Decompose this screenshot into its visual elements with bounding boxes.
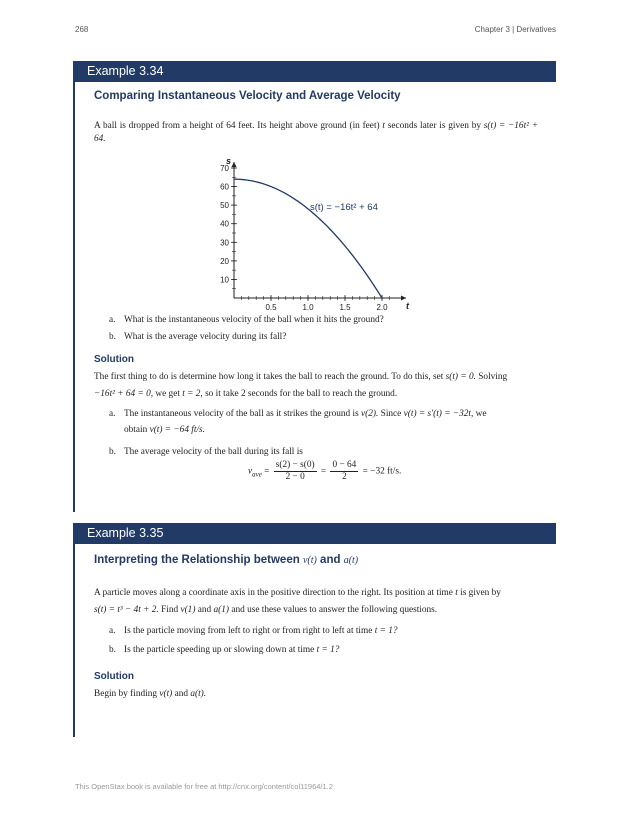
example-3-35-side-rule bbox=[73, 544, 75, 737]
solution-line-2: −16t² + 64 = 0, we get t = 2, so it take 2 seconds for the ball to reach the ground. bbox=[94, 389, 398, 399]
y-tick-label: 60 bbox=[220, 182, 229, 192]
x-axis-arrow bbox=[401, 296, 406, 301]
graph-axes bbox=[220, 156, 410, 312]
solution-line-1: The first thing to do is determine how long it takes the ball to reach the ground. To do this, set s(t) = 0. Solving bbox=[94, 372, 508, 382]
solution-heading-1: Solution bbox=[94, 354, 134, 365]
question-a-label: a. bbox=[109, 315, 116, 325]
y-axis-label: s bbox=[226, 156, 232, 166]
solution-2-line-1: Begin by finding v(t) and a(t). bbox=[94, 689, 207, 699]
answer-b-label: b. bbox=[109, 447, 116, 457]
curve-label: s(t) = −16t² + 64 bbox=[310, 202, 378, 213]
solution-heading-2: Solution bbox=[94, 671, 134, 682]
question-2b: Is the particle speeding up or slowing down at time t = 1? bbox=[124, 645, 340, 655]
x-tick-label: 0.5 bbox=[265, 303, 277, 312]
example-3-35-title: Interpreting the Relationship between v(t) and a(t) bbox=[94, 554, 359, 566]
y-tick-label: 50 bbox=[220, 201, 229, 211]
y-tick-label: 70 bbox=[220, 164, 229, 173]
question-2a-label: a. bbox=[109, 626, 116, 636]
example-3-35-intro-line-2: s(t) = t³ − 4t + 2. Find v(1) and a(1) and use these values to answer the following questions. bbox=[94, 605, 438, 615]
y-tick-label: 10 bbox=[220, 275, 229, 285]
y-tick-label: 30 bbox=[220, 238, 229, 248]
question-a: What is the instantaneous velocity of the ball when it hits the ground? bbox=[124, 315, 384, 325]
answer-a-line-2: obtain v(t) = −64 ft/s. bbox=[124, 425, 205, 435]
height-formula: s(t) = −16t² + 64. bbox=[94, 121, 538, 144]
example-3-34-side-rule bbox=[73, 82, 75, 512]
question-2a: Is the particle moving from left to right or from right to left at time t = 1? bbox=[124, 626, 398, 636]
x-tick-label: 1.0 bbox=[302, 303, 314, 312]
height-curve bbox=[234, 179, 382, 298]
y-axis-arrow bbox=[232, 162, 237, 167]
question-b: What is the average velocity during its fall? bbox=[124, 332, 287, 342]
y-tick-label: 20 bbox=[220, 256, 229, 266]
answer-b: The average velocity of the ball during its fall is bbox=[124, 447, 303, 457]
x-tick-label: 1.5 bbox=[339, 303, 351, 312]
example-3-34-intro: A ball is dropped from a height of 64 feet. Its height above ground (in feet) t seconds later is given by s(t) = −16t² + 64. bbox=[94, 121, 538, 144]
example-3-34-title: Comparing Instantaneous Velocity and Average Velocity bbox=[94, 90, 401, 102]
height-graph bbox=[212, 156, 418, 316]
question-b-label: b. bbox=[109, 332, 116, 342]
page-number: 268 bbox=[75, 25, 89, 34]
average-velocity-equation: $v_{ave}$ = $\frac{s(2) - s(0)}{2 - 0}$ = $\frac{0 - 64}{2}$ = −32 ft/s. bbox=[248, 460, 402, 482]
y-tick-label: 40 bbox=[220, 219, 229, 229]
example-3-35-intro-line-1: A particle moves along a coordinate axis in the positive direction to the right. Its position at time t is given by bbox=[94, 588, 501, 598]
example-3-35-banner: Example 3.35 bbox=[73, 523, 556, 544]
x-axis-label: t bbox=[406, 301, 409, 311]
answer-a-line-1: The instantaneous velocity of the ball as it strikes the ground is v(2). Since v(t) = s′(t) = −32t, we bbox=[124, 409, 487, 419]
chapter-header: Chapter 3 | Derivatives bbox=[474, 25, 556, 34]
question-2b-label: b. bbox=[109, 645, 116, 655]
x-tick-label: 2.0 bbox=[376, 303, 388, 312]
answer-a-label: a. bbox=[109, 409, 116, 419]
example-3-34-banner: Example 3.34 bbox=[73, 61, 556, 82]
footer-note: This OpenStax book is available for free at http://cnx.org/content/col11964/1.2 bbox=[75, 782, 333, 791]
